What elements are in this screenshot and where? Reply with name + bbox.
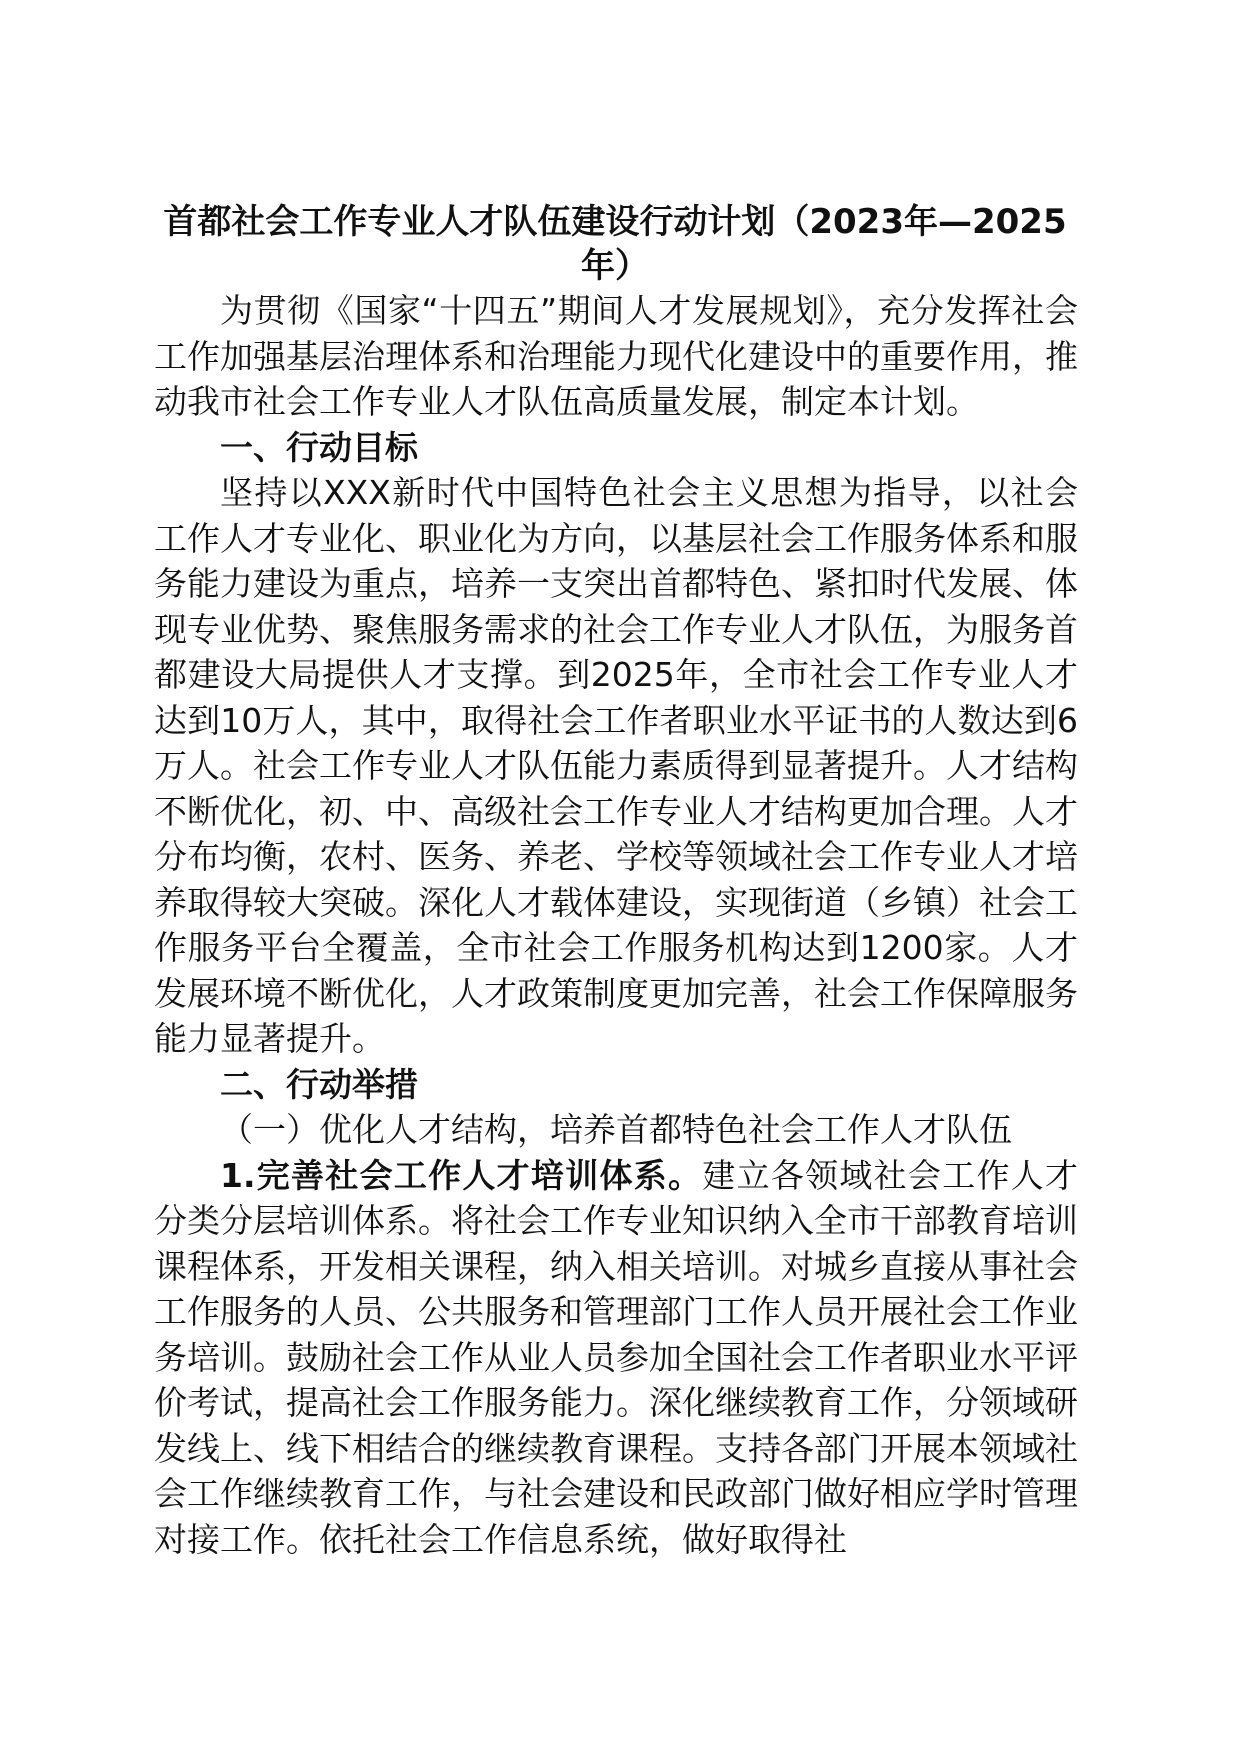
section-heading-goals: 一、行动目标 [220,427,418,467]
item-paragraph-training [154,1153,1078,1563]
goals-paragraph: 坚持以XXX新时代中国特色社会主义思想为指导，以社会工作人才专业化、职业化为方向，以基层社会工作服务体系和服务能力建设为重点，培养一支突出首都特色、紧扣时代发展、体现专业优势、聚焦服务需求的社会工作专业人才队伍，为服务首都建设大局提供人才支撑。到2025年，全市社会工作专业人才达到10万人，其中，取得社会工作者职业水平证书的人数达到6万人。社会工作专业人才队伍能力素质得到显著提升。人才结构不断优化，初、中、高级社会工作专业人才结构更加合理。人才分布均衡，农村、医务、养老、学校等领域社会工作专业人才培养取得较大突破。深化人才载体建设，实现街道（乡镇）社会工作服务平台全覆盖，全市社会工作服务机构达到1200家。人才发展环境不断优化，人才政策制度更加完善，社会工作保障服务能力显著提升。 [154,473,1078,1058]
intro-paragraph: 为贯彻《国家“十四五”期间人才发展规划》，充分发挥社会工作加强基层治理体系和治理能力现代化建设中的重要作用，推动我市社会工作专业人才队伍高质量发展，制定本计划。 [154,291,1078,421]
section-heading-measures: 二、行动举措 [220,1064,418,1104]
document-body [154,288,1078,1562]
subsection-heading-structure: （一）优化人才结构，培养首都特色社会工作人才队伍 [220,1110,1012,1149]
item-body-training: 建立各领域社会工作人才分类分层培训体系。将社会工作专业知识纳入全市干部教育培训课程体系，开发相关课程，纳入相关培训。对城乡直接从事社会工作服务的人员、公共服务和管理部门工作人员开展社会工作业务培训。鼓励社会工作从业人员参加全国社会工作者职业水平评价考试，提高社会工作服务能力。深化继续教育工作，分领域研发线上、线下相结合的继续教育课程。支持各部门开展本领域社会工作继续教育工作，与社会建设和民政部门做好相应学时管理对接工作。依托社会工作信息系统，做好取得社 [154,1155,1079,1559]
item-lead-training: 1.完善社会工作人才培训体系。 [220,1155,703,1195]
document-title: 首都社会工作专业人才队伍建设行动计划（2023年—2025 年） [163,202,1067,286]
